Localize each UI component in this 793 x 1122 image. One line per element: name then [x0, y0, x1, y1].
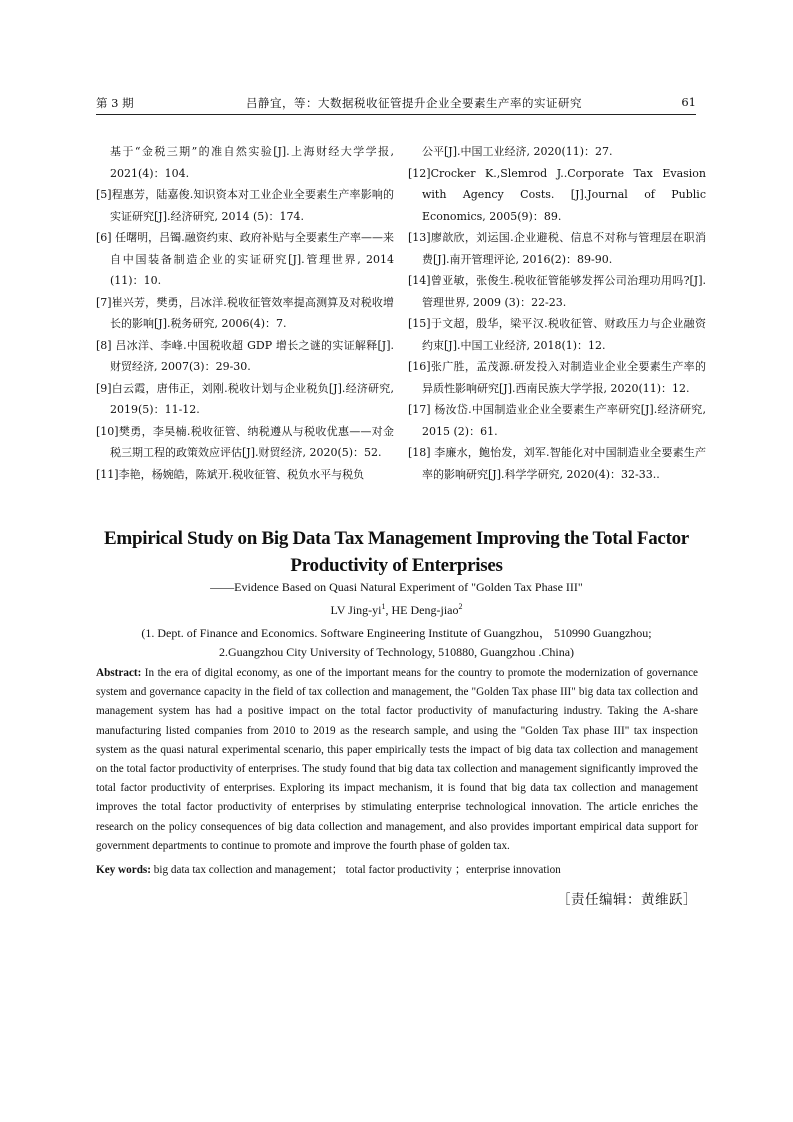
reference-item: [7]崔兴芳，樊勇，吕冰洋.税收征管效率提高测算及对税收增长的影响[J].税务研究, 2006(4)：7.	[96, 295, 394, 330]
reference-item: [8] 吕冰洋、李峰.中国税收超 GDP 增长之谜的实证解释[J].财贸经济, 2007(3)：29-30.	[96, 338, 394, 373]
running-title: 吕静宜，等：大数据税收征管提升企业全要素生产率的实证研究	[246, 96, 582, 110]
abstract-text: In the era of digital economy, as one of the important means for the country to promote the modernization of governance system and governance capacity in the field of tax collection and management, the "Golden Tax phase III" big data tax collection and management system has had a positive impact on the total factor productivity of manufacturing industry. Taking the A-share manufacturing listed companies from 2010 to 2019 as the research sample, and using the "Golden Tax phase III" tax inspection system as the quasi natural experimental scenario, this paper empirically tests the impact of big data tax collection and management on the total factor productivity of enterprises. The study found that big data tax collection and management significantly improved the total factor productivity of enterprises. Exploring its impact mechanism, it is found that big data tax collection and management improves the total factor productivity of enterprises by stimulating enterprise technological innovation. The article enriches the research on the policy consequences of big data collection and management, and also provides important empirical data support for government departments to continue to promote and improve the fourth phase of golden tax.	[96, 667, 698, 852]
author-affiliation-mark: 2	[458, 602, 463, 611]
english-title	[60, 525, 733, 579]
references-right-column	[408, 141, 706, 485]
reference-item: [5]程惠芳，陆嘉俊.知识资本对工业企业全要素生产率影响的实证研究[J].经济研究, 2014 (5)：174.	[96, 188, 394, 223]
keywords-label: Key words:	[96, 864, 151, 876]
keywords-line	[96, 861, 698, 877]
reference-item: [12]Crocker K.,Slemrod J..Corporate Tax Evasion with Agency Costs. [J].Journal of Public Economics, 2005(9)：89.	[408, 166, 706, 223]
english-title-line2: Productivity of Enterprises	[290, 555, 503, 576]
references-left-column	[96, 141, 394, 485]
abstract-label: Abstract:	[96, 667, 142, 679]
reference-item: [13]廖歆欣，刘运国.企业避税、信息不对称与管理层在职消费[J].南开管理评论, 2016(2)：89-90.	[408, 231, 706, 266]
english-subtitle: ——Evidence Based on Quasi Natural Experiment of "Golden Tax Phase III"	[210, 580, 583, 594]
reference-item: [10]樊勇，李昊楠.税收征管、纳税遵从与税收优惠——对金税三期工程的政策效应评估[J].财贸经济, 2020(5)：52.	[96, 424, 394, 459]
reference-item: [16]张广胜，孟茂源.研发投入对制造业企业全要素生产率的异质性影响研究[J].西南民族大学学报, 2020(11)：12.	[408, 360, 706, 395]
reference-item: [14]曾亚敏，张俊生.税收征管能够发挥公司治理功用吗?[J].管理世界, 2009 (3)：22-23.	[408, 274, 706, 309]
abstract-paragraph	[96, 664, 698, 856]
author-line	[60, 602, 733, 618]
reference-item: [15]于文超，殷华，梁平汉.税收征管、财政压力与企业融资约束[J].中国工业经济, 2018(1)：12.	[408, 317, 706, 352]
running-header	[96, 92, 696, 115]
affiliation-line: 2.Guangzhou City University of Technology, 510880, Guangzhou .China)	[218, 645, 575, 659]
reference-item: [17] 杨汝岱.中国制造业企业全要素生产率研究[J].经济研究, 2015 (2)：61.	[408, 403, 706, 438]
reference-item: [11]李艳，杨婉皓，陈斌开.税收征管、税负水平与税负	[96, 467, 365, 481]
reference-item: [9]白云霞，唐伟正，刘刚.税收计划与企业税负[J].经济研究, 2019(5)：11-12.	[96, 381, 394, 416]
editor-credit: ［责任编辑：黄维跃］	[557, 892, 697, 908]
keywords-text: big data tax collection and management； total factor productivity ；enterprise innovation	[151, 864, 561, 876]
author-affiliation-mark: 1	[381, 602, 386, 611]
reference-item: [6] 任曙明，吕镯.融资约束、政府补贴与全要素生产率——来自中国装备制造企业的实证研究[J].管理世界, 2014 (11)：10.	[96, 231, 394, 287]
issue-number: 第 3 期	[96, 96, 134, 110]
page-number: 61	[681, 95, 696, 109]
english-title-line1: Empirical Study on Big Data Tax Management Improving the Total Factor	[104, 528, 689, 549]
affiliation-line: (1. Dept. of Finance and Economics. Software Engineering Institute of Guangzhou， 510990 Guangzhou;	[141, 626, 652, 640]
reference-item: 公平[J].中国工业经济, 2020(11)：27.	[422, 145, 613, 158]
author-separator: ,	[385, 603, 392, 617]
author-name: HE Deng-jiao	[391, 603, 459, 617]
reference-item: 基于“金税三期”的准自然实验[J].上海财经大学学报, 2021(4)：104.	[110, 145, 394, 180]
author-name: LV Jing-yi	[330, 603, 382, 617]
reference-item: [18] 李廉水，鲍怡发，刘军.智能化对中国制造业全要素生产率的影响研究[J].科学学研究, 2020(4)：32-33..	[408, 446, 706, 481]
